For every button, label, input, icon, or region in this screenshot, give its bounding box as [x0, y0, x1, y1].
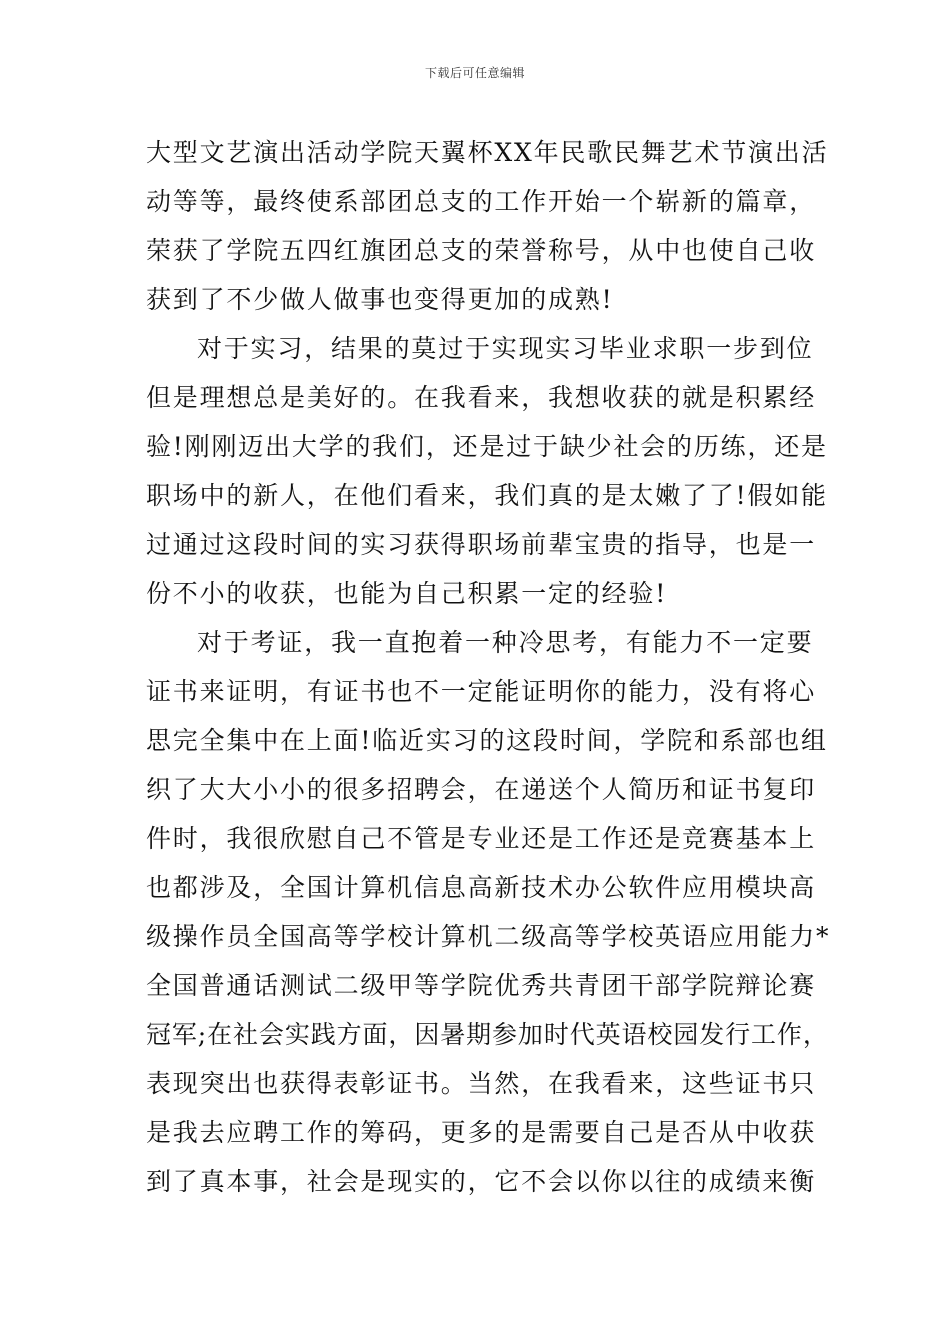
text-line: 过通过这段时间的实习获得职场前辈宝贵的指导，也是一	[146, 530, 817, 559]
text-line: 也都涉及，全国计算机信息高新技术办公软件应用模块高	[146, 873, 817, 902]
text-line: 表现突出也获得表彰证书。当然，在我看来，这些证书只	[146, 1069, 817, 1098]
text-line: 对于考证，我一直抱着一种冷思考，有能力不一定要	[197, 628, 814, 657]
page-header: 下载后可任意编辑	[424, 66, 525, 80]
text-line: 验!刚刚迈出大学的我们，还是过于缺少社会的历练，还是	[146, 432, 828, 461]
text-line: 获到了不少做人做事也变得更加的成熟!	[146, 285, 614, 314]
text-line: 职场中的新人，在他们看来，我们真的是太嫩了了!假如能	[146, 481, 828, 510]
text-line: 思完全集中在上面!临近实习的这段时间，学院和系部也组	[146, 726, 828, 755]
text-line: 荣获了学院五四红旗团总支的荣誉称号，从中也使自己收	[146, 236, 817, 265]
text-line: 证书来证明，有证书也不一定能证明你的能力，没有将心	[146, 677, 817, 706]
text-line: 全国普通话测试二级甲等学院优秀共青团干部学院辩论赛	[146, 971, 817, 1000]
text-line: 动等等，最终使系部团总支的工作开始一个崭新的篇章，	[146, 187, 817, 216]
text-line: 冠军;在社会实践方面，因暑期参加时代英语校园发行工作，	[146, 1020, 829, 1049]
text-line: 大型文艺演出活动学院天翼杯XX年民歌民舞艺术节演出活	[146, 138, 829, 167]
text-line: 是我去应聘工作的筹码，更多的是需要自己是否从中收获	[146, 1118, 817, 1147]
text-line: 但是理想总是美好的。在我看来，我想收获的就是积累经	[146, 383, 817, 412]
text-line: 级操作员全国高等学校计算机二级高等学校英语应用能力*	[146, 922, 831, 951]
text-line: 份不小的收获，也能为自己积累一定的经验!	[146, 579, 668, 608]
text-line: 到了真本事，社会是现实的，它不会以你以往的成绩来衡	[146, 1167, 817, 1196]
text-line: 对于实习，结果的莫过于实现实习毕业求职一步到位	[197, 334, 814, 363]
text-line: 织了大大小小的很多招聘会，在递送个人简历和证书复印	[146, 775, 817, 804]
text-line: 件时，我很欣慰自己不管是专业还是工作还是竞赛基本上	[146, 824, 817, 853]
document-body	[146, 128, 831, 1206]
